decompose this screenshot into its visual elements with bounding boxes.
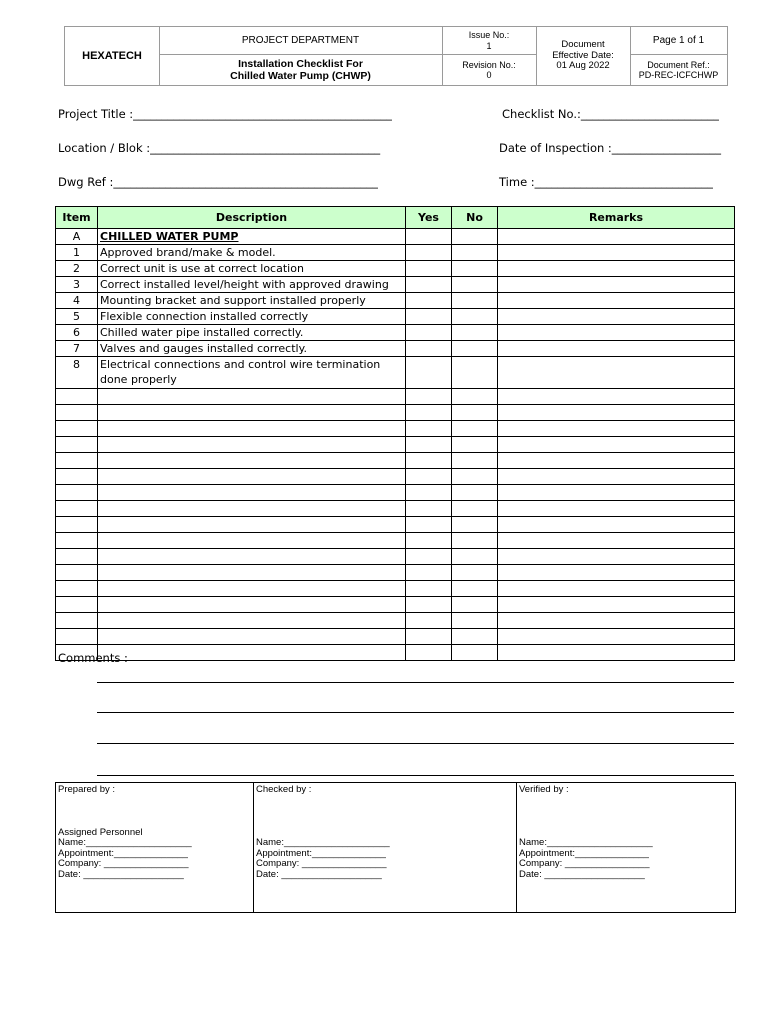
description-cell[interactable] bbox=[98, 389, 406, 405]
table-row bbox=[56, 389, 735, 405]
remarks-cell[interactable] bbox=[498, 277, 735, 293]
remarks-cell[interactable] bbox=[498, 405, 735, 421]
table-row bbox=[56, 629, 735, 645]
verified-by-label: Verified by : bbox=[519, 784, 569, 795]
yes-cell[interactable] bbox=[406, 389, 452, 405]
remarks-cell[interactable] bbox=[498, 645, 735, 661]
name-field[interactable]: Name:____________________ bbox=[519, 837, 653, 848]
item-description: Flexible connection installed correctly bbox=[98, 309, 406, 325]
signature-block bbox=[55, 782, 736, 913]
remarks-cell[interactable] bbox=[498, 501, 735, 517]
item-number: 8 bbox=[56, 357, 98, 389]
yes-cell[interactable] bbox=[406, 309, 452, 325]
no-cell[interactable] bbox=[452, 613, 498, 629]
item-cell[interactable] bbox=[56, 533, 98, 549]
remarks-cell[interactable] bbox=[498, 597, 735, 613]
col-header-description: Description bbox=[98, 207, 406, 229]
verified-by-section bbox=[517, 783, 735, 912]
table-row bbox=[56, 613, 735, 629]
remarks-cell[interactable] bbox=[498, 549, 735, 565]
item-number: 6 bbox=[56, 325, 98, 341]
description-cell[interactable] bbox=[98, 549, 406, 565]
no-cell[interactable] bbox=[452, 357, 498, 389]
location-field[interactable]: Location / Blok :________________________________________ bbox=[58, 141, 381, 155]
table-row bbox=[56, 293, 735, 309]
no-cell[interactable] bbox=[452, 277, 498, 293]
yes-cell[interactable] bbox=[406, 597, 452, 613]
remarks-cell[interactable] bbox=[498, 229, 735, 245]
checklist-no-field[interactable]: Checklist No.:________________________ bbox=[502, 107, 719, 121]
prepared-by-label: Prepared by : bbox=[58, 784, 116, 795]
no-cell[interactable] bbox=[452, 309, 498, 325]
item-number: 5 bbox=[56, 309, 98, 325]
description-cell[interactable] bbox=[98, 581, 406, 597]
description-cell[interactable] bbox=[98, 421, 406, 437]
table-row bbox=[56, 405, 735, 421]
description-cell[interactable] bbox=[98, 613, 406, 629]
yes-cell[interactable] bbox=[406, 277, 452, 293]
item-cell[interactable] bbox=[56, 517, 98, 533]
no-cell[interactable] bbox=[452, 325, 498, 341]
remarks-cell[interactable] bbox=[498, 485, 735, 501]
table-row bbox=[56, 501, 735, 517]
no-cell[interactable] bbox=[452, 581, 498, 597]
yes-cell[interactable] bbox=[406, 437, 452, 453]
date-field[interactable]: Date: ___________________ bbox=[519, 868, 645, 880]
yes-cell[interactable] bbox=[406, 421, 452, 437]
table-row bbox=[56, 245, 735, 261]
no-cell[interactable] bbox=[452, 485, 498, 501]
name-field[interactable]: Name:____________________ bbox=[58, 837, 192, 848]
comment-line[interactable] bbox=[97, 775, 734, 776]
remarks-cell[interactable] bbox=[498, 437, 735, 453]
remarks-cell[interactable] bbox=[498, 565, 735, 581]
issue-no bbox=[442, 27, 536, 54]
remarks-cell[interactable] bbox=[498, 421, 735, 437]
document-header bbox=[64, 26, 728, 86]
no-cell[interactable] bbox=[452, 389, 498, 405]
document-ref bbox=[630, 55, 727, 85]
date-field[interactable]: Date: ___________________ bbox=[256, 868, 382, 880]
item-cell[interactable] bbox=[56, 453, 98, 469]
title-line-2: Chilled Water Pump (CHWP) bbox=[230, 70, 371, 82]
no-cell[interactable] bbox=[452, 421, 498, 437]
revision-value: 0 bbox=[486, 70, 492, 80]
date-of-inspection-field[interactable]: Date of Inspection :___________________ bbox=[499, 141, 722, 155]
revision-no bbox=[442, 55, 536, 85]
remarks-cell[interactable] bbox=[498, 341, 735, 357]
table-row bbox=[56, 437, 735, 453]
item-cell[interactable] bbox=[56, 581, 98, 597]
table-row bbox=[56, 581, 735, 597]
description-cell[interactable] bbox=[98, 501, 406, 517]
no-cell[interactable] bbox=[452, 533, 498, 549]
description-cell[interactable] bbox=[98, 485, 406, 501]
yes-cell[interactable] bbox=[406, 549, 452, 565]
no-cell[interactable] bbox=[452, 245, 498, 261]
description-cell[interactable] bbox=[98, 405, 406, 421]
table-header-row bbox=[56, 207, 735, 229]
yes-cell[interactable] bbox=[406, 245, 452, 261]
remarks-cell[interactable] bbox=[498, 261, 735, 277]
remarks-cell[interactable] bbox=[498, 357, 735, 389]
table-row bbox=[56, 229, 735, 245]
assigned-personnel-label: Assigned Personnel bbox=[58, 826, 143, 838]
description-cell[interactable] bbox=[98, 453, 406, 469]
item-description: Mounting bracket and support installed properly bbox=[98, 293, 406, 309]
yes-cell[interactable] bbox=[406, 453, 452, 469]
item-number: 4 bbox=[56, 293, 98, 309]
description-cell[interactable] bbox=[98, 597, 406, 613]
yes-cell[interactable] bbox=[406, 533, 452, 549]
table-row bbox=[56, 309, 735, 325]
description-cell[interactable] bbox=[98, 437, 406, 453]
remarks-cell[interactable] bbox=[498, 309, 735, 325]
no-cell[interactable] bbox=[452, 341, 498, 357]
no-cell[interactable] bbox=[452, 437, 498, 453]
remarks-cell[interactable] bbox=[498, 325, 735, 341]
no-cell[interactable] bbox=[452, 517, 498, 533]
item-description: Electrical connections and control wire termination done properly bbox=[98, 357, 406, 389]
item-cell[interactable] bbox=[56, 597, 98, 613]
yes-cell[interactable] bbox=[406, 501, 452, 517]
yes-cell[interactable] bbox=[406, 405, 452, 421]
revision-label: Revision No.: bbox=[462, 59, 516, 70]
item-description: Approved brand/make & model. bbox=[98, 245, 406, 261]
item-description: Correct installed level/height with approved drawing bbox=[98, 277, 406, 293]
table-row bbox=[56, 453, 735, 469]
item-number: 7 bbox=[56, 341, 98, 357]
item-cell[interactable] bbox=[56, 549, 98, 565]
yes-cell[interactable] bbox=[406, 517, 452, 533]
item-cell[interactable] bbox=[56, 629, 98, 645]
yes-cell[interactable] bbox=[406, 341, 452, 357]
item-cell[interactable] bbox=[56, 389, 98, 405]
table-row bbox=[56, 325, 735, 341]
table-row bbox=[56, 549, 735, 565]
remarks-cell[interactable] bbox=[498, 517, 735, 533]
checklist-table bbox=[55, 206, 735, 661]
docref-value: PD-REC-ICFCHWP bbox=[638, 70, 719, 80]
effective-date bbox=[536, 27, 630, 85]
company-field[interactable]: Company: ________________ bbox=[58, 858, 189, 869]
no-cell[interactable] bbox=[452, 629, 498, 645]
no-cell[interactable] bbox=[452, 229, 498, 245]
item-cell[interactable] bbox=[56, 565, 98, 581]
company-name: HEXATECH bbox=[82, 49, 142, 62]
checked-by-section bbox=[254, 783, 516, 912]
yes-cell[interactable] bbox=[406, 293, 452, 309]
department-name: PROJECT DEPARTMENT bbox=[241, 34, 360, 46]
no-cell[interactable] bbox=[452, 293, 498, 309]
table-row bbox=[56, 357, 735, 389]
no-cell[interactable] bbox=[452, 549, 498, 565]
item-cell[interactable] bbox=[56, 437, 98, 453]
comment-line[interactable] bbox=[97, 682, 734, 683]
appointment-field[interactable]: Appointment:______________ bbox=[58, 847, 188, 859]
col-header-remarks: Remarks bbox=[498, 207, 735, 229]
effective-value: 01 Aug 2022 bbox=[556, 60, 610, 72]
remarks-cell[interactable] bbox=[498, 581, 735, 597]
table-row bbox=[56, 421, 735, 437]
table-row bbox=[56, 533, 735, 549]
yes-cell[interactable] bbox=[406, 229, 452, 245]
table-row bbox=[56, 565, 735, 581]
yes-cell[interactable] bbox=[406, 469, 452, 485]
effective-label-1: Document bbox=[561, 38, 605, 50]
item-cell[interactable] bbox=[56, 501, 98, 517]
table-row bbox=[56, 645, 735, 661]
item-description: Valves and gauges installed correctly. bbox=[98, 341, 406, 357]
company-field[interactable]: Company: ________________ bbox=[519, 858, 650, 869]
remarks-cell[interactable] bbox=[498, 629, 735, 645]
item-number: 3 bbox=[56, 277, 98, 293]
issue-label: Issue No.: bbox=[468, 30, 510, 41]
description-cell[interactable] bbox=[98, 533, 406, 549]
section-heading: CHILLED WATER PUMP bbox=[98, 229, 406, 245]
col-header-yes: Yes bbox=[406, 207, 452, 229]
item-cell[interactable] bbox=[56, 421, 98, 437]
page-number: Page 1 of 1 bbox=[652, 34, 705, 46]
col-header-no: No bbox=[452, 207, 498, 229]
yes-cell[interactable] bbox=[406, 261, 452, 277]
yes-cell[interactable] bbox=[406, 325, 452, 341]
remarks-cell[interactable] bbox=[498, 293, 735, 309]
description-cell[interactable] bbox=[98, 629, 406, 645]
document-title bbox=[159, 55, 442, 85]
yes-cell[interactable] bbox=[406, 357, 452, 389]
item-description: Chilled water pipe installed correctly. bbox=[98, 325, 406, 341]
yes-cell[interactable] bbox=[406, 645, 452, 661]
checked-by-label: Checked by : bbox=[256, 784, 312, 795]
time-field[interactable]: Time :_______________________________ bbox=[499, 175, 713, 189]
table-row bbox=[56, 341, 735, 357]
table-row bbox=[56, 597, 735, 613]
no-cell[interactable] bbox=[452, 405, 498, 421]
yes-cell[interactable] bbox=[406, 613, 452, 629]
item-cell[interactable] bbox=[56, 485, 98, 501]
project-title-field[interactable]: Project Title :_____________________________________________ bbox=[58, 107, 392, 121]
item-number: 1 bbox=[56, 245, 98, 261]
title-line-1: Installation Checklist For bbox=[238, 57, 363, 70]
item-cell[interactable] bbox=[56, 469, 98, 485]
description-cell[interactable] bbox=[98, 469, 406, 485]
name-field[interactable]: Name:____________________ bbox=[256, 837, 390, 848]
description-cell[interactable] bbox=[98, 645, 406, 661]
effective-label-2: Effective Date: bbox=[552, 49, 614, 61]
no-cell[interactable] bbox=[452, 501, 498, 517]
no-cell[interactable] bbox=[452, 565, 498, 581]
item-cell[interactable] bbox=[56, 613, 98, 629]
table-row bbox=[56, 517, 735, 533]
issue-value: 1 bbox=[486, 40, 492, 51]
yes-cell[interactable] bbox=[406, 581, 452, 597]
no-cell[interactable] bbox=[452, 261, 498, 277]
comment-line[interactable] bbox=[97, 712, 734, 713]
no-cell[interactable] bbox=[452, 453, 498, 469]
remarks-cell[interactable] bbox=[498, 533, 735, 549]
date-field[interactable]: Date: ___________________ bbox=[58, 868, 184, 880]
appointment-field[interactable]: Appointment:______________ bbox=[519, 847, 649, 859]
remarks-cell[interactable] bbox=[498, 613, 735, 629]
yes-cell[interactable] bbox=[406, 629, 452, 645]
remarks-cell[interactable] bbox=[498, 453, 735, 469]
comments-label: Comments : bbox=[58, 651, 128, 665]
table-row bbox=[56, 485, 735, 501]
table-row bbox=[56, 469, 735, 485]
description-cell[interactable] bbox=[98, 565, 406, 581]
description-cell[interactable] bbox=[98, 517, 406, 533]
item-description: Correct unit is use at correct location bbox=[98, 261, 406, 277]
table-row bbox=[56, 277, 735, 293]
comment-line[interactable] bbox=[97, 743, 734, 744]
no-cell[interactable] bbox=[452, 645, 498, 661]
item-number: A bbox=[56, 229, 98, 245]
docref-label: Document Ref.: bbox=[647, 59, 710, 70]
remarks-cell[interactable] bbox=[498, 245, 735, 261]
item-number: 2 bbox=[56, 261, 98, 277]
no-cell[interactable] bbox=[452, 469, 498, 485]
company-field[interactable]: Company: ________________ bbox=[256, 858, 387, 869]
yes-cell[interactable] bbox=[406, 485, 452, 501]
col-header-item: Item bbox=[56, 207, 98, 229]
no-cell[interactable] bbox=[452, 597, 498, 613]
table-row bbox=[56, 261, 735, 277]
remarks-cell[interactable] bbox=[498, 389, 735, 405]
remarks-cell[interactable] bbox=[498, 469, 735, 485]
yes-cell[interactable] bbox=[406, 565, 452, 581]
prepared-by-section bbox=[56, 783, 253, 912]
dwg-ref-field[interactable]: Dwg Ref :______________________________________________ bbox=[58, 175, 378, 189]
item-cell[interactable] bbox=[56, 405, 98, 421]
appointment-field[interactable]: Appointment:______________ bbox=[256, 847, 386, 859]
